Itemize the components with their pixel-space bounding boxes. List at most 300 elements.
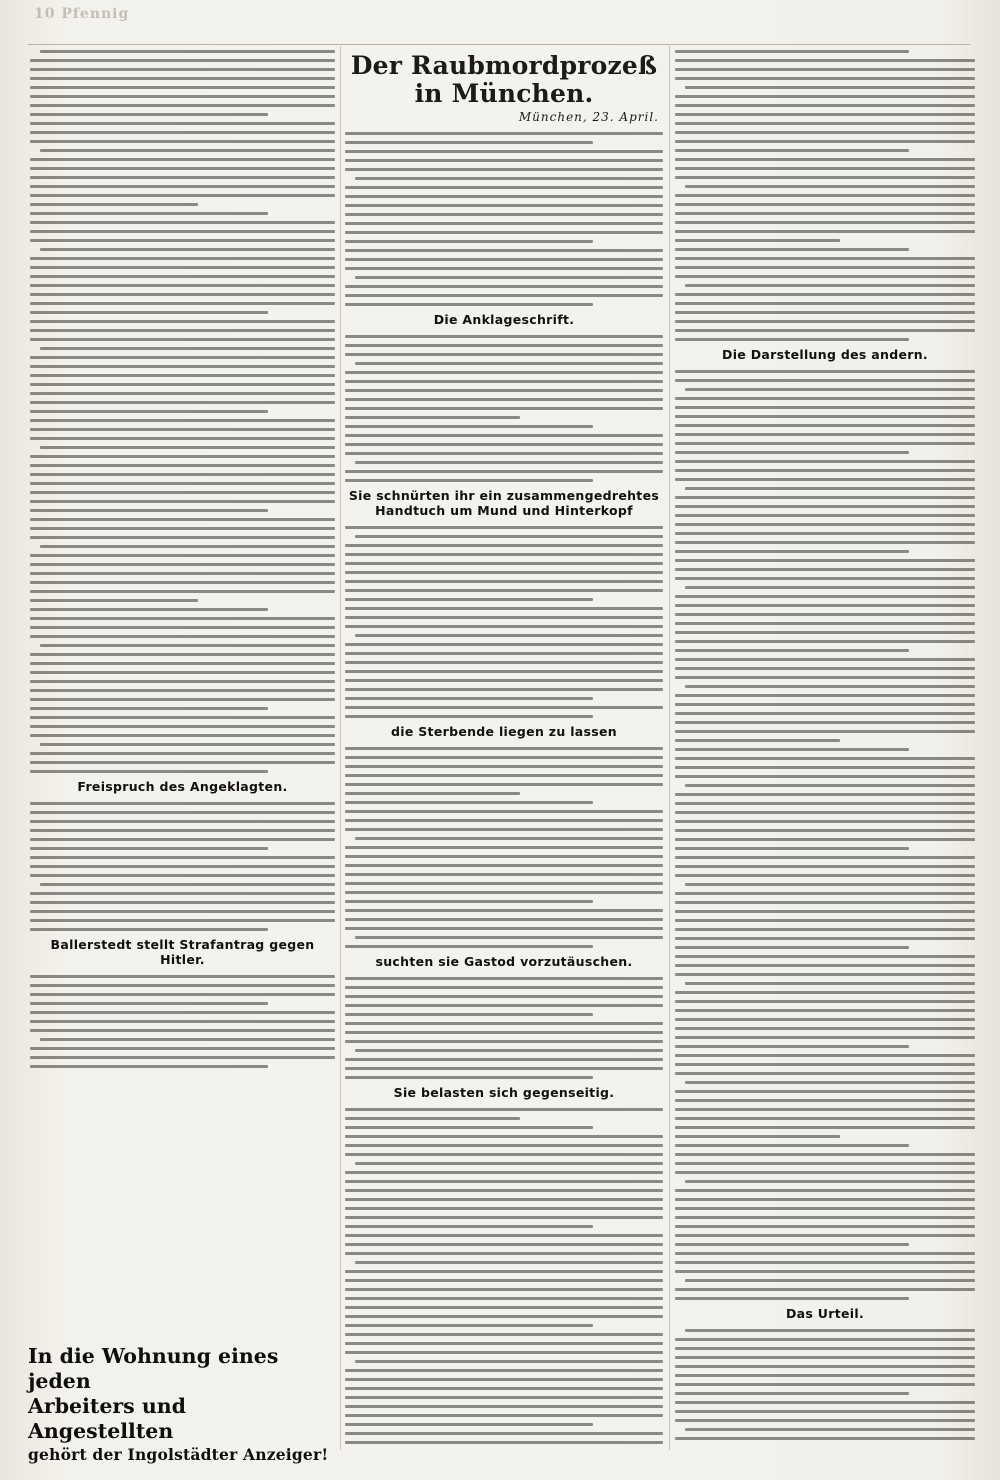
text-line [345, 371, 663, 374]
text-line [30, 158, 335, 161]
text-line [685, 1180, 975, 1183]
text-line [675, 937, 975, 940]
text-line [675, 1392, 909, 1395]
text-line [30, 257, 335, 260]
text-line [675, 167, 975, 170]
text-line [40, 248, 335, 251]
text-line [345, 204, 663, 207]
section-heading: Freispruch des Angeklagten. [77, 779, 288, 794]
text-line [675, 631, 975, 634]
text-line [345, 792, 520, 795]
text-line [30, 734, 335, 737]
text-line [675, 577, 975, 580]
text-line [345, 589, 663, 592]
text-line [675, 955, 975, 958]
text-line [685, 982, 975, 985]
text-line [30, 901, 335, 904]
text-line [675, 415, 975, 418]
text-line [345, 1180, 663, 1183]
text-line [675, 1072, 975, 1075]
text-line [675, 1117, 975, 1120]
text-line [345, 1225, 593, 1228]
text-line [675, 1153, 975, 1156]
text-line [30, 428, 335, 431]
text-line [675, 1036, 975, 1039]
text-line [675, 748, 909, 751]
text-line [30, 874, 335, 877]
text-line [675, 991, 975, 994]
text-line [30, 689, 335, 692]
text-line [675, 433, 975, 436]
text-line [30, 293, 335, 296]
text-line [345, 1432, 663, 1435]
text-line [30, 761, 335, 764]
text-line [355, 1162, 663, 1165]
text-line [345, 407, 663, 410]
text-line [345, 846, 663, 849]
text-line [40, 446, 335, 449]
text-line [675, 320, 975, 323]
text-line [675, 829, 975, 832]
text-line [675, 793, 975, 796]
text-line [675, 230, 975, 233]
text-line [30, 122, 335, 125]
text-line [675, 496, 975, 499]
text-line [345, 801, 593, 804]
text-line [345, 141, 593, 144]
text-line [345, 1058, 663, 1061]
text-line [345, 1040, 663, 1043]
text-line [30, 811, 335, 814]
text-line [355, 634, 663, 637]
text-line [345, 159, 663, 162]
text-line [345, 774, 663, 777]
text-line [675, 820, 975, 823]
text-line [685, 185, 975, 188]
text-line [345, 661, 663, 664]
text-line [345, 249, 663, 252]
text-line [355, 1049, 663, 1052]
text-line [345, 434, 663, 437]
text-line [675, 802, 975, 805]
text-line [675, 406, 975, 409]
text-line [345, 398, 663, 401]
text-line [675, 1297, 909, 1300]
text-line [30, 1065, 268, 1068]
text-line [30, 1056, 335, 1059]
text-line [345, 995, 663, 998]
text-line [675, 946, 909, 949]
text-line [675, 275, 975, 278]
text-line [675, 397, 975, 400]
text-line [685, 1329, 975, 1332]
text-line [675, 329, 975, 332]
text-line [30, 865, 335, 868]
text-line [675, 1288, 975, 1291]
section-heading: Sie schnürten ihr ein zusammengedrehtes Handtuch um Mund und Hinterkopf [348, 488, 660, 518]
text-line [675, 910, 975, 913]
article-body-text [30, 802, 335, 931]
text-line [30, 185, 335, 188]
text-line [30, 752, 335, 755]
text-line [355, 461, 663, 464]
text-line [685, 586, 975, 589]
text-line [675, 442, 975, 445]
text-line [30, 635, 335, 638]
text-line [30, 284, 335, 287]
text-line [345, 643, 663, 646]
text-line [675, 1419, 975, 1422]
text-line [30, 329, 335, 332]
text-line [675, 338, 909, 341]
article-body-text [345, 747, 663, 948]
section-heading: Das Urteil. [786, 1306, 864, 1321]
text-line [30, 919, 335, 922]
text-line [675, 595, 975, 598]
text-line [30, 563, 335, 566]
article-body-text [345, 1108, 663, 1446]
article-body-text [30, 50, 335, 773]
text-line [675, 730, 975, 733]
text-line [345, 1315, 663, 1318]
text-line [345, 810, 663, 813]
text-line [675, 1027, 975, 1030]
text-line [345, 1279, 663, 1282]
text-line [675, 460, 975, 463]
text-line [30, 113, 268, 116]
text-line [675, 865, 975, 868]
column-divider [669, 46, 670, 1450]
text-line [345, 168, 663, 171]
text-line [345, 1171, 663, 1174]
text-line [675, 379, 975, 382]
article-body-text [345, 977, 663, 1079]
text-line [345, 353, 663, 356]
text-line [345, 267, 663, 270]
text-line [675, 1171, 975, 1174]
text-line [30, 500, 335, 503]
text-line [345, 873, 663, 876]
text-line [345, 1423, 593, 1426]
text-line [345, 977, 663, 980]
text-line [675, 1216, 975, 1219]
text-line [345, 380, 663, 383]
text-line [685, 883, 975, 886]
running-head: 10 Pfennig [34, 6, 130, 22]
text-line [345, 1396, 663, 1399]
text-line [675, 140, 975, 143]
text-line [40, 50, 335, 53]
text-line [30, 1002, 268, 1005]
text-line [345, 652, 663, 655]
text-line [675, 568, 975, 571]
text-line [30, 212, 268, 215]
text-line [30, 275, 335, 278]
article-dateline: München, 23. April. [518, 110, 659, 124]
text-line [345, 688, 663, 691]
text-line [675, 856, 975, 859]
text-line [685, 487, 975, 490]
text-line [675, 1018, 975, 1021]
text-line [675, 505, 975, 508]
text-line [675, 928, 975, 931]
text-line [30, 1047, 335, 1050]
text-line [30, 590, 335, 593]
text-line [675, 667, 975, 670]
text-line [675, 266, 975, 269]
text-line [345, 1441, 663, 1444]
text-line [345, 783, 663, 786]
text-line [30, 410, 268, 413]
text-line [40, 644, 335, 647]
text-line [345, 1216, 663, 1219]
text-line [30, 419, 335, 422]
text-line [345, 945, 593, 948]
text-line [355, 177, 663, 180]
text-line [40, 883, 335, 886]
promo-block [28, 1344, 334, 1466]
text-line [345, 571, 663, 574]
text-line [345, 882, 663, 885]
text-line [345, 900, 593, 903]
text-line [345, 452, 663, 455]
text-line [345, 1369, 663, 1372]
text-line [685, 86, 975, 89]
text-line [30, 975, 335, 978]
text-line [675, 1126, 975, 1129]
text-line [675, 1045, 909, 1048]
text-line [675, 248, 909, 251]
text-line [30, 140, 335, 143]
text-line [675, 838, 975, 841]
text-line [675, 892, 975, 895]
text-line [675, 77, 975, 80]
text-line [345, 553, 663, 556]
text-line [675, 703, 975, 706]
text-line [675, 1198, 975, 1201]
text-line [30, 847, 268, 850]
text-line [345, 918, 663, 921]
text-line [675, 559, 975, 562]
text-line [345, 598, 593, 601]
text-line [345, 1306, 663, 1309]
text-line [30, 928, 268, 931]
text-line [675, 370, 975, 373]
text-line [345, 1126, 593, 1129]
text-line [675, 541, 975, 544]
text-line [685, 388, 975, 391]
text-line [675, 113, 975, 116]
text-line [675, 59, 975, 62]
text-line [345, 479, 593, 482]
text-line [675, 1000, 975, 1003]
text-line [675, 478, 975, 481]
text-line [345, 1198, 663, 1201]
promo-line: gehört der Ingolstädter Anzeiger! [28, 1445, 329, 1464]
text-line [345, 706, 663, 709]
text-line [345, 335, 663, 338]
text-line [30, 437, 335, 440]
text-line [30, 221, 335, 224]
text-line [30, 59, 335, 62]
text-line [345, 544, 663, 547]
text-line [355, 535, 663, 538]
text-line [675, 532, 975, 535]
text-line [675, 203, 975, 206]
text-line [675, 739, 840, 742]
text-line [345, 1387, 663, 1390]
text-line [345, 443, 663, 446]
text-line [345, 1351, 663, 1354]
text-line [30, 473, 335, 476]
text-line [345, 1243, 663, 1246]
text-line [675, 293, 975, 296]
text-line [30, 491, 335, 494]
text-line [345, 1067, 663, 1070]
text-line [345, 1405, 663, 1408]
text-line [345, 1144, 663, 1147]
text-line [675, 694, 975, 697]
text-line [345, 607, 663, 610]
text-line [345, 258, 663, 261]
article-body-text [345, 526, 663, 718]
text-line [30, 383, 335, 386]
text-line [675, 649, 909, 652]
text-line [40, 347, 335, 350]
text-line [675, 1135, 840, 1138]
text-line [675, 1144, 909, 1147]
text-line [30, 838, 335, 841]
text-line [30, 104, 335, 107]
text-line [345, 1414, 663, 1417]
text-line [345, 416, 520, 419]
text-line [345, 1117, 520, 1120]
text-line [345, 819, 663, 822]
text-line [30, 581, 335, 584]
text-line [345, 1324, 593, 1327]
text-line [675, 1338, 975, 1341]
text-line [30, 617, 335, 620]
text-line [675, 775, 975, 778]
text-line [685, 784, 975, 787]
text-line [345, 213, 663, 216]
text-line [40, 545, 335, 548]
text-line [30, 820, 335, 823]
text-line [30, 194, 335, 197]
text-line [345, 625, 663, 628]
text-line [30, 572, 335, 575]
text-line [685, 685, 975, 688]
text-line [355, 936, 663, 939]
text-line [355, 1360, 663, 1363]
text-line [30, 707, 268, 710]
text-line [675, 523, 975, 526]
text-line [30, 374, 335, 377]
text-line [345, 715, 593, 718]
text-line [345, 1378, 663, 1381]
text-line [675, 550, 909, 553]
text-line [345, 909, 663, 912]
section-heading: Die Anklageschrift. [433, 312, 575, 327]
text-line [345, 1252, 663, 1255]
section-heading: Ballerstedt stellt Strafantrag gegen Hitler. [50, 937, 315, 967]
text-line [345, 526, 663, 529]
text-line [345, 1207, 663, 1210]
text-line [345, 986, 663, 989]
text-line [345, 285, 663, 288]
text-line [30, 266, 335, 269]
text-line [355, 1261, 663, 1264]
text-line [345, 303, 593, 306]
text-line [345, 1153, 663, 1156]
text-line [30, 95, 335, 98]
text-line [675, 613, 975, 616]
text-line [355, 362, 663, 365]
text-line [675, 1225, 975, 1228]
article-body-text [675, 1329, 975, 1446]
text-line [30, 599, 198, 602]
text-line [30, 1011, 335, 1014]
text-line [30, 626, 335, 629]
text-line [675, 1189, 975, 1192]
promo-line: In die Wohnung eines jeden [28, 1344, 279, 1393]
text-line [345, 828, 663, 831]
text-line [675, 424, 975, 427]
text-line [675, 451, 909, 454]
text-line [675, 1009, 975, 1012]
text-line [30, 829, 335, 832]
text-line [30, 365, 335, 368]
text-line [675, 811, 975, 814]
text-line [345, 132, 663, 135]
text-line [345, 1234, 663, 1237]
text-line [345, 1189, 663, 1192]
text-line [675, 721, 975, 724]
text-line [345, 756, 663, 759]
text-line [30, 401, 335, 404]
text-line [675, 311, 975, 314]
text-line [675, 176, 975, 179]
right-column [675, 50, 975, 1446]
text-line [30, 392, 335, 395]
text-line [345, 927, 663, 930]
text-line [685, 1428, 975, 1431]
text-line [675, 658, 975, 661]
text-line [345, 670, 663, 673]
text-line [30, 725, 335, 728]
article-headline: Der Raubmordprozeß in München. [350, 51, 658, 108]
text-line [675, 194, 975, 197]
text-line [675, 1365, 975, 1368]
text-line [675, 1207, 975, 1210]
text-line [675, 50, 909, 53]
text-line [675, 1054, 975, 1057]
text-line [30, 176, 335, 179]
text-line [345, 195, 663, 198]
text-line [675, 1383, 975, 1386]
text-line [675, 604, 975, 607]
text-line [675, 901, 975, 904]
text-line [675, 1099, 975, 1102]
text-line [30, 1029, 335, 1032]
text-line [345, 344, 663, 347]
text-line [345, 697, 593, 700]
text-line [345, 186, 663, 189]
text-line [345, 891, 663, 894]
text-line [30, 698, 335, 701]
text-line [675, 68, 975, 71]
text-line [40, 149, 335, 152]
